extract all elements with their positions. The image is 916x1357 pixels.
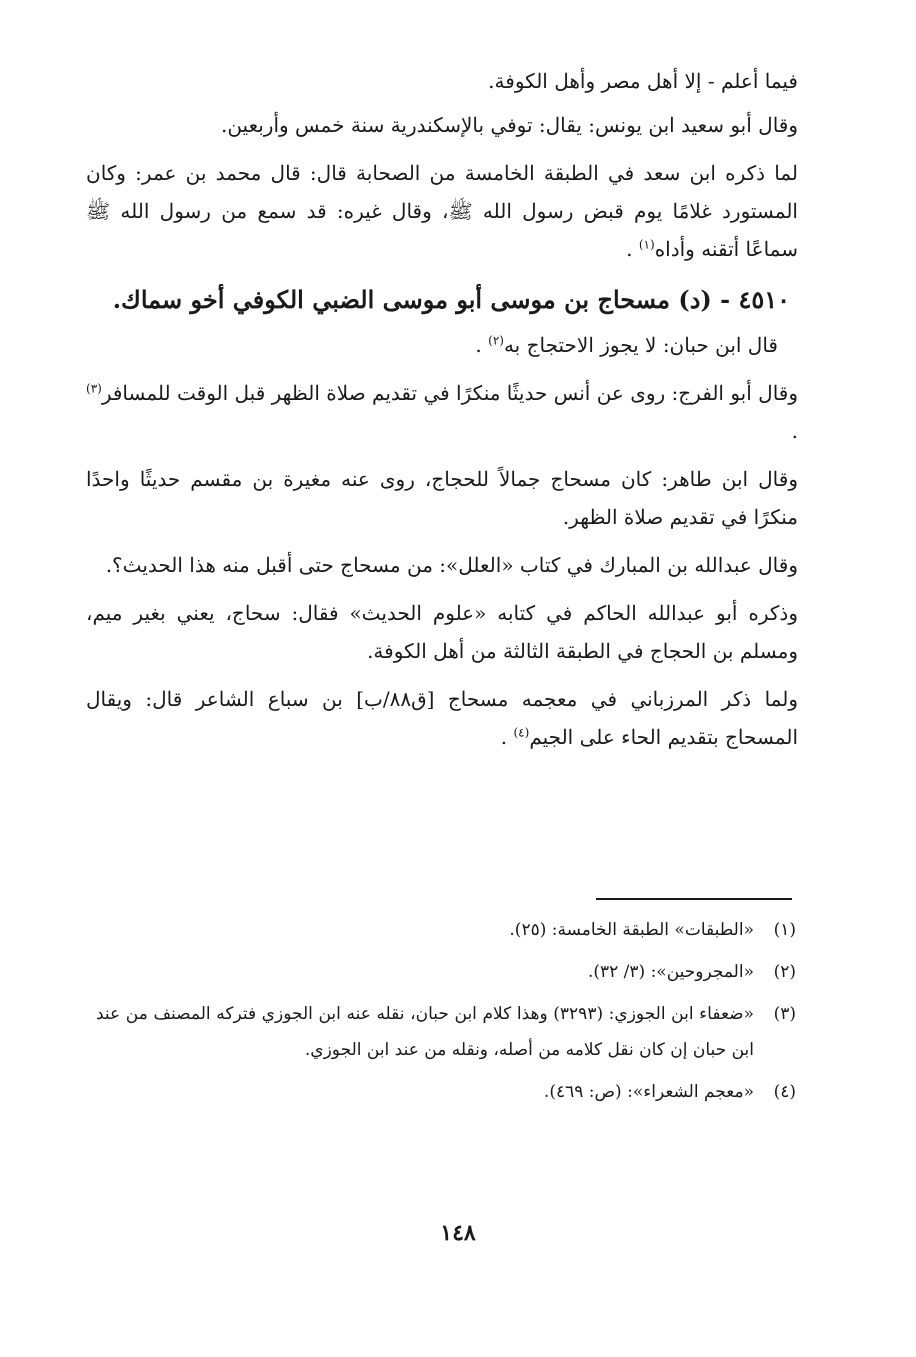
paragraph: ولما ذكر المرزباني في معجمه مسحاج [ق٨٨/ب] بن سباع الشاعر قال: ويقال المسحاج بتقديم الحاء على الجيم$^{(٤)}$ . <box>86 687 798 749</box>
paragraph <box>86 594 798 670</box>
entry-heading: ٤٥١٠ - (د) مسحاج بن موسى أبو موسى الضبي الكوفي أخو سماك. <box>112 285 790 314</box>
footnote-marker: (٤) <box>513 725 530 740</box>
footnote <box>96 954 796 990</box>
page-number: ١٤٨ <box>440 1220 476 1246</box>
paragraph-text: وقال أبو سعيد ابن يونس: يقال: توفي بالإسكندرية سنة خمس وأربعين. <box>220 113 798 137</box>
footnote-marker: (٢) <box>488 333 504 348</box>
paragraph: وقال أبو الفرج: روى عن أنس حديثًا منكرًا في تقديم صلاة الظهر قبل الوقت للمسافر$^{(٣)}$ . <box>86 381 798 443</box>
paragraph-text: وذكره أبو عبدالله الحاكم في كتابه «علوم الحديث» فقال: سحاج، يعني بغير ميم، ومسلم بن الحجاج في الطبقة الثالثة من أهل الكوفة. <box>86 601 798 663</box>
footnote-text: «معجم الشعراء»: (ص: ٤٦٩). <box>543 1082 754 1102</box>
footnote-text: «المجروحين»: (٣/ ٣٢). <box>587 962 754 982</box>
footnote-number: (٤) <box>773 1082 796 1102</box>
paragraph-text: وقال ابن طاهر: كان مسحاج جمالاً للحجاج، روى عنه مغيرة بن مقسم حديثًا واحدًا منكرًا في تقديم صلاة الظهر. <box>86 467 798 529</box>
footnote-text: «ضعفاء ابن الجوزي: (٣٢٩٣) وهذا كلام ابن حبان، نقله عنه ابن الجوزي فتركه المصنف من عند ابن حبان إن كان نقل كلامه من أصله، ونقله من عند ابن الجوزي. <box>96 1004 754 1060</box>
footnote-number: (٢) <box>773 962 796 982</box>
footnote-marker: (١) <box>638 237 655 252</box>
footnote <box>96 1074 796 1110</box>
paragraph: لما ذكره ابن سعد في الطبقة الخامسة من الصحابة قال: قال محمد بن عمر: وكان المستورد غلامًا يوم قبض رسول الله ﷺ، وقال غيره: قد سمع من رسول الله ﷺ سماعًا أتقنه وأداه$^{(١)}$ . <box>86 161 798 261</box>
main-text <box>86 62 798 766</box>
paragraph-text: فيما أعلم - إلا أهل مصر وأهل الكوفة. <box>488 69 798 93</box>
footnote-number: (١) <box>773 920 796 940</box>
paragraph <box>86 106 798 144</box>
paragraph-text: وقال أبو الفرج: روى عن أنس حديثًا منكرًا في تقديم صلاة الظهر قبل الوقت للمسافر <box>101 381 798 405</box>
footnote <box>96 912 796 948</box>
paragraph <box>86 546 798 584</box>
paragraph-text: ولما ذكر المرزباني في معجمه مسحاج [ق٨٨/ب] بن سباع الشاعر قال: ويقال المسحاج بتقديم الحاء على الجيم <box>86 687 798 749</box>
paragraph: قال ابن حبان: لا يجوز الاحتجاج به$^{(٢)}$ . <box>475 333 778 357</box>
footnote-divider <box>596 898 792 900</box>
footnotes <box>96 912 796 1116</box>
paragraph-text: وقال عبدالله بن المبارك في كتاب «العلل»: من مسحاج حتى أقبل منه هذا الحديث؟. <box>105 553 798 577</box>
footnote-text: «الطبقات» الطبقة الخامسة: (٢٥). <box>509 920 754 940</box>
paragraph <box>86 62 798 100</box>
paragraph <box>86 460 798 536</box>
footnote-number: (٣) <box>773 1004 796 1024</box>
paragraph-text: لما ذكره ابن سعد في الطبقة الخامسة من الصحابة قال: قال محمد بن عمر: وكان المستورد غلامًا يوم قبض رسول الله ﷺ، وقال غيره: قد سمع من رسول الله ﷺ سماعًا أتقنه وأداه <box>86 161 798 261</box>
footnote-marker: (٣) <box>86 381 102 396</box>
footnote <box>96 996 796 1068</box>
paragraph-text: قال ابن حبان: لا يجوز الاحتجاج به <box>503 333 778 357</box>
